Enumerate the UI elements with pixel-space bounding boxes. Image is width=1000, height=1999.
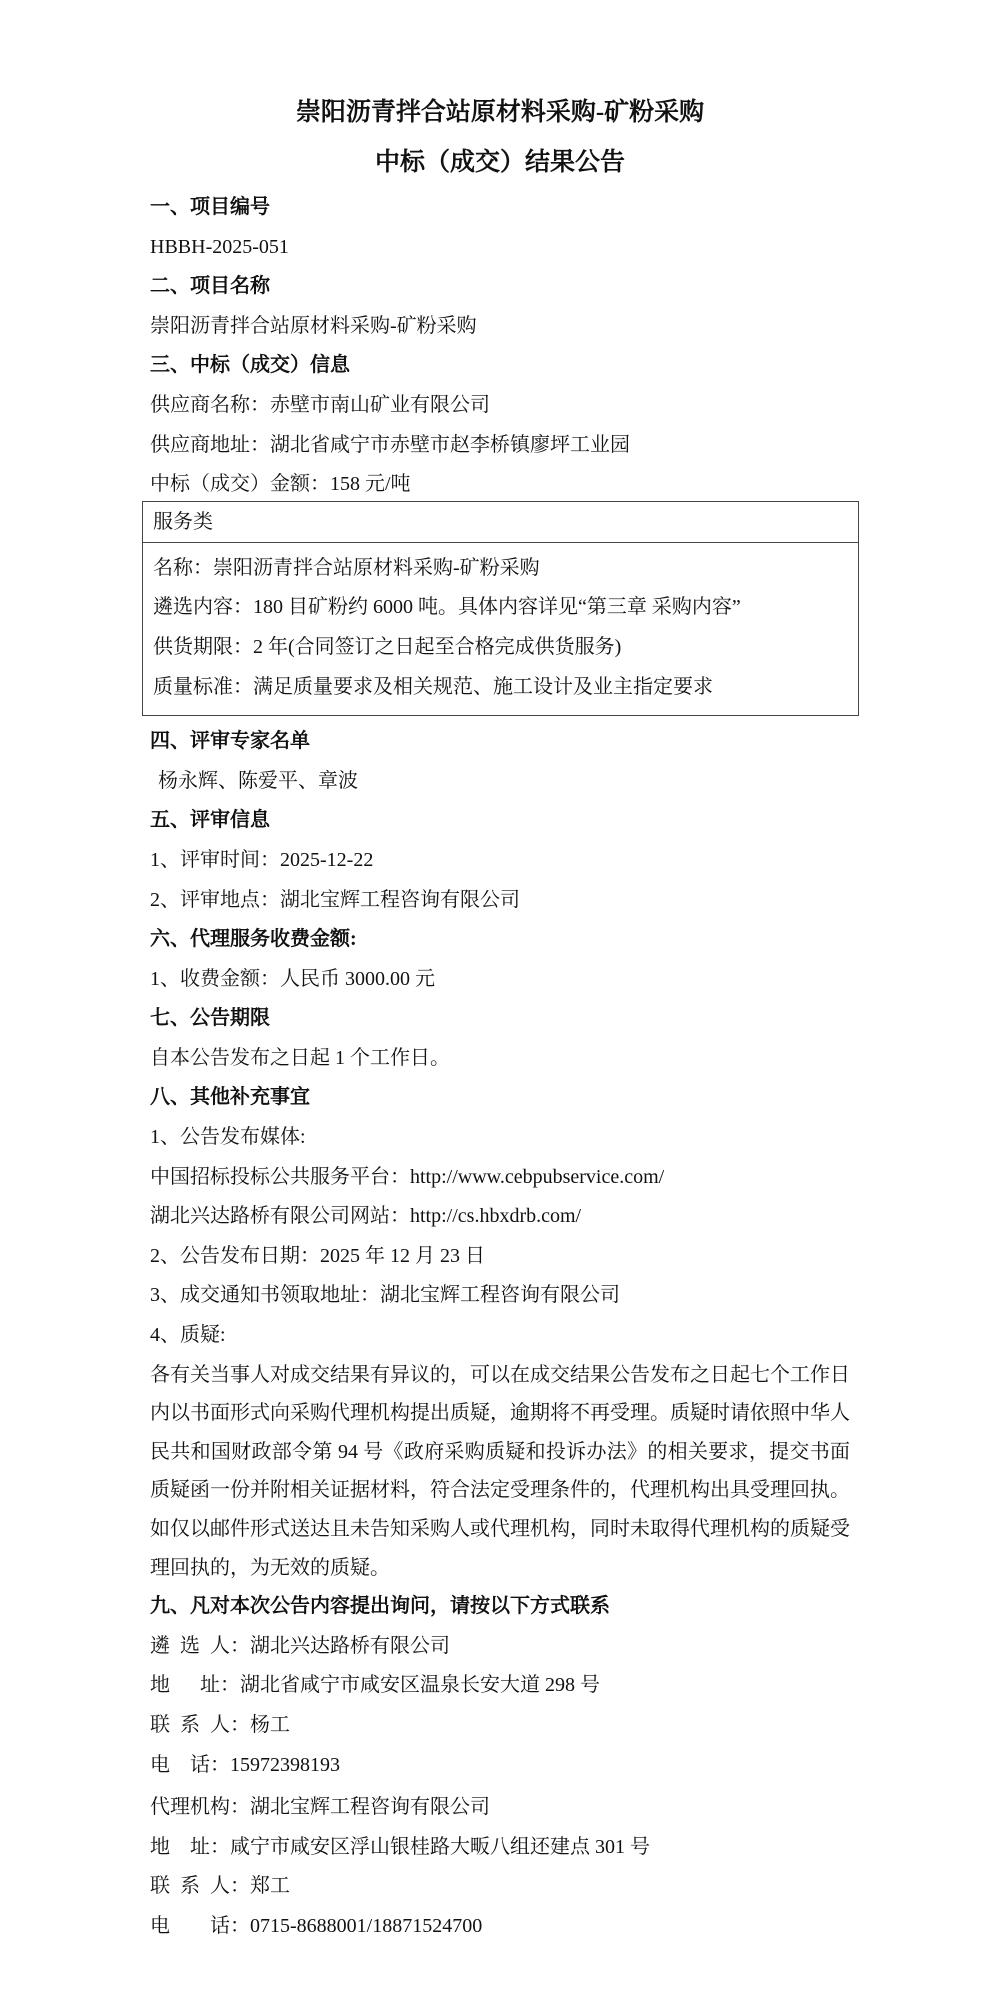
- media-platform-url: 中国招标投标公共服务平台：http://www.cebpubservice.com/: [150, 1165, 665, 1188]
- table-row-content: 遴选内容：180 目矿粉约 6000 吨。具体内容详见“第三章 采购内容”: [153, 596, 741, 619]
- review-time: 1、评审时间：2025-12-22: [150, 848, 374, 871]
- award-amount: 中标（成交）金额：158 元/吨: [150, 473, 411, 496]
- dispute-paragraph: 各有关当事人对成交结果有异议的，可以在成交结果公告发布之日起七个工作日内以书面形式向采购代理机构提出质疑，逾期将不再受理。质疑时请依照中华人民共和国财政部令第 94 号《政府采购质疑和投诉办法》的相关要求，提交书面质疑函一份并附相关证据材料，符合法定受理条件的，代理机构出具受理回执。如仅以邮件形式送达且未告知采购人或代理机构，同时未取得代理机构的质疑受理回执的，为无效的质疑。: [150, 1363, 850, 1579]
- section8-heading: 八、其他补充事宜: [150, 1086, 310, 1109]
- selector-contact-block: [150, 1627, 850, 1785]
- document-title-line2: 中标（成交）结果公告: [374, 149, 625, 176]
- review-place: 2、评审地点：湖北宝辉工程咨询有限公司: [150, 888, 520, 911]
- section1-heading: 一、项目编号: [150, 196, 270, 218]
- table-row-supply-period: 供货期限：2 年(合同签订之日起至合格完成供货服务): [153, 635, 622, 658]
- section6-heading: 六、代理服务收费金额:: [150, 928, 357, 951]
- selector-phone: 电 话：15972398193: [150, 1753, 340, 1776]
- agency-name: 代理机构：湖北宝辉工程咨询有限公司: [150, 1796, 490, 1819]
- selector-name: 遴 选 人：湖北兴达路桥有限公司: [150, 1634, 450, 1657]
- table-row-quality-standard: 质量标准：满足质量要求及相关规范、施工设计及业主指定要求: [153, 675, 713, 698]
- media-company-url: 湖北兴达路桥有限公司网站：http://cs.hbxdrb.com/: [150, 1205, 582, 1228]
- document-content: [150, 88, 850, 1947]
- media-label: 1、公告发布媒体:: [150, 1126, 306, 1149]
- agency-phone: 电 话：0715-8688001/18871524700: [150, 1914, 483, 1937]
- supplier-name: 供应商名称：赤壁市南山矿业有限公司: [150, 393, 490, 416]
- section2-heading: 二、项目名称: [150, 275, 270, 298]
- agency-fee: 1、收费金额：人民币 3000.00 元: [150, 967, 435, 990]
- agency-contact-block: [150, 1788, 850, 1946]
- project-number: HBBH-2025-051: [150, 235, 289, 258]
- section9-heading: 九、凡对本次公告内容提出询问，请按以下方式联系: [150, 1595, 610, 1618]
- section7-heading: 七、公告期限: [150, 1007, 270, 1030]
- announcement-duration: 自本公告发布之日起 1 个工作日。: [150, 1046, 450, 1069]
- section3-heading: 三、中标（成交）信息: [150, 354, 350, 377]
- expert-names: 杨永辉、陈爱平、章波: [158, 769, 358, 792]
- table-category-cell: 服务类: [143, 502, 858, 543]
- agency-contact-person: 联 系 人：郑工: [150, 1875, 290, 1898]
- publish-date: 2、公告发布日期：2025 年 12 月 23 日: [150, 1244, 485, 1267]
- section4-heading: 四、评审专家名单: [150, 730, 310, 753]
- section5-heading: 五、评审信息: [150, 809, 270, 832]
- selector-contact-person: 联 系 人：杨工: [150, 1713, 290, 1736]
- notice-pickup-address: 3、成交通知书领取地址：湖北宝辉工程咨询有限公司: [150, 1284, 620, 1307]
- agency-address: 地 址：咸宁市咸安区浮山银桂路大畈八组还建点 301 号: [150, 1835, 650, 1858]
- dispute-label: 4、质疑:: [150, 1324, 226, 1347]
- table-detail-cell: [143, 543, 858, 715]
- selector-address: 地 址：湖北省咸宁市咸安区温泉长安大道 298 号: [150, 1674, 600, 1697]
- service-table: [142, 501, 859, 716]
- document-title-line1: 崇阳沥青拌合站原材料采购-矿粉采购: [295, 99, 705, 126]
- project-name: 崇阳沥青拌合站原材料采购-矿粉采购: [150, 314, 477, 337]
- table-row-name: 名称：崇阳沥青拌合站原材料采购-矿粉采购: [153, 556, 540, 579]
- supplier-address: 供应商地址：湖北省咸宁市赤壁市赵李桥镇廖坪工业园: [150, 433, 630, 456]
